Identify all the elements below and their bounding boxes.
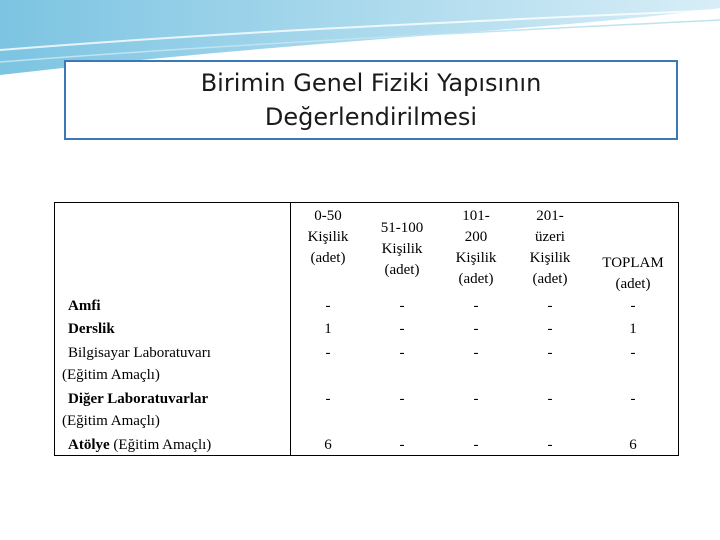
table-cell: -: [325, 298, 331, 314]
column-header-51-100: 51-100 Kişilik (adet): [380, 220, 424, 278]
table-cell: 1: [324, 321, 332, 337]
row-label-amfi: Amfi: [68, 298, 101, 314]
table-cell: -: [547, 437, 553, 453]
title-line-2: Değerlendirilmesi: [264, 103, 478, 131]
table-cell: 1: [629, 321, 637, 337]
page-title: [64, 60, 678, 140]
table-cell: -: [547, 345, 553, 361]
title-line-1: Birimin Genel Fiziki Yapısının: [200, 69, 542, 97]
table-cell: -: [325, 391, 331, 407]
table-cell: 6: [629, 437, 637, 453]
table-cell: -: [399, 298, 405, 314]
table-cell: -: [547, 298, 553, 314]
table-cell: -: [473, 437, 479, 453]
table-cell: -: [473, 298, 479, 314]
column-header-toplam: TOPLAM (adet): [602, 255, 664, 292]
facility-table: [54, 202, 679, 456]
row-label-derslik: Derslik: [68, 321, 115, 337]
column-header-0-50: 0-50 Kişilik (adet): [307, 208, 349, 266]
column-header-101-200: 101- 200 Kişilik (adet): [455, 208, 497, 287]
column-header-201-uzeri: 201- üzeri Kişilik (adet): [529, 208, 571, 287]
table-cell: -: [473, 321, 479, 337]
row-label-diger-lab: Diğer Laboratuvarlar (Eğitim Amaçlı): [62, 391, 209, 429]
table-cell: -: [399, 391, 405, 407]
table-cell: -: [547, 321, 553, 337]
table-cell: -: [473, 345, 479, 361]
table-cell: -: [325, 345, 331, 361]
table-cell: -: [399, 345, 405, 361]
table-cell: -: [630, 391, 636, 407]
table-cell: -: [473, 391, 479, 407]
table-cell: -: [399, 437, 405, 453]
table-cell: -: [630, 345, 636, 361]
table-cell: -: [399, 321, 405, 337]
table-cell: -: [630, 298, 636, 314]
row-label-atolye: Atölye (Eğitim Amaçlı): [68, 437, 212, 453]
table-cell: 6: [324, 437, 332, 453]
row-label-bilgisayar-lab: Bilgisayar Laboratuvarı (Eğitim Amaçlı): [62, 345, 211, 383]
table-cell: -: [547, 391, 553, 407]
